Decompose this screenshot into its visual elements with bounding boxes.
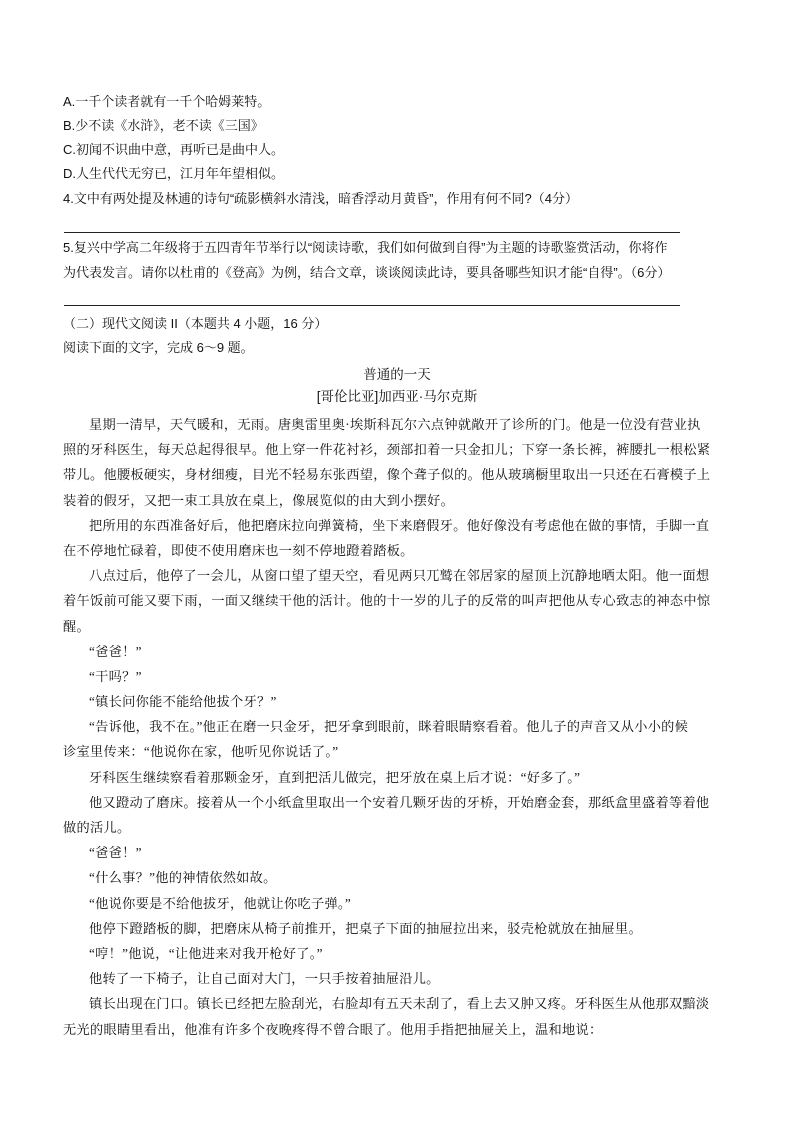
story-author: [哥伦比亚]加西亚·马尔克斯 bbox=[316, 389, 478, 404]
question-5-line-2: 为代表发言。请你以杜甫的《登高》为例，结合文章，谈谈阅读此诗，要具备哪些知识才能“自得”。（6分） bbox=[63, 265, 671, 280]
story-line: “什么事？”他的神情依然如故。 bbox=[89, 870, 277, 886]
answer-line-q4 bbox=[64, 232, 680, 233]
story-line: 他又蹬动了磨床。接着从一个小纸盒里取出一个安着几颗牙齿的牙桥，开始磨金套，那纸盒里盛着等着他 bbox=[89, 794, 710, 810]
story-line: 把所用的东西准备好后，他把磨床拉向弹簧椅，坐下来磨假牙。他好像没有考虑他在做的事情，手脚一直 bbox=[89, 517, 710, 533]
option-c: C.初闻不识曲中意，再听已是曲中人。 bbox=[63, 142, 285, 157]
story-line: 装着的假牙，又把一束工具放在桌上，像展览似的由大到小摆好。 bbox=[63, 492, 455, 508]
story-line: 诊室里传来：“他说你在家，他听见你说话了。” bbox=[63, 744, 339, 760]
story-line: 着午饭前可能又要下雨，一面又继续干他的活计。他的十一岁的儿子的反常的叫声把他从专心致志的神态中惊 bbox=[63, 593, 711, 609]
story-line: 八点过后，他停了一会儿，从窗口望了望天空，看见两只兀鹫在邻居家的屋顶上沉静地晒太阳。他一面想 bbox=[89, 568, 710, 584]
story-line: 照的牙科医生，每天总起得很早。他上穿一件花衬衫，颈部扣着一只金扣儿；下穿一条长裤，裤腰扎一根松紧 bbox=[63, 442, 711, 458]
story-line: 在不停地忙碌着，即使不使用磨床也一刻不停地蹬着踏板。 bbox=[63, 542, 414, 558]
section-heading: （二）现代文阅读 II（本题共 4 小题，16 分） bbox=[63, 316, 328, 331]
story-line: 做的活儿。 bbox=[63, 820, 131, 835]
story-line: “爸爸！” bbox=[89, 643, 142, 659]
answer-line-q5 bbox=[64, 305, 680, 306]
story-line: 他停下蹬踏板的脚，把磨床从椅子前推开，把桌子下面的抽屉拉出来，驳壳枪就放在抽屉里。 bbox=[89, 920, 642, 936]
story-line: “干吗？” bbox=[89, 668, 142, 684]
story-line: “他说你要是不给他拔牙，他就让你吃子弹。” bbox=[89, 895, 351, 911]
story-line: 无光的眼睛里看出，他准有许多个夜晚疼得不曾合眼了。他用手指把抽屉关上，温和地说： bbox=[63, 1021, 603, 1037]
story-line: “爸爸！” bbox=[89, 845, 142, 861]
story-line: 他转了一下椅子，让自己面对大门，一只手按着抽屉沿儿。 bbox=[89, 971, 440, 987]
reading-instruction: 阅读下面的文字，完成 6～9 题。 bbox=[63, 340, 254, 355]
story-line: 带儿。他腰板硬实，身材细瘦，目光不轻易东张西望，像个聋子似的。他从玻璃橱里取出一只还在石膏模子上 bbox=[63, 467, 711, 483]
story-line: 镇长出现在门口。镇长已经把左脸刮光，右脸却有五天未刮了，看上去又肿又疼。牙科医生从他那双黯淡 bbox=[89, 996, 710, 1012]
story-line: 醒。 bbox=[63, 618, 90, 634]
question-4: 4.文中有两处提及林逋的诗句“疏影横斜水清浅，暗香浮动月黄昏”，作用有何不同?（4分） bbox=[63, 191, 578, 206]
story-line: “告诉他，我不在。”他正在磨一只金牙，把牙拿到眼前，眯着眼睛察看着。他儿子的声音又从小小的候 bbox=[89, 719, 689, 735]
option-d: D.人生代代无穷已，江月年年望相似。 bbox=[63, 166, 285, 181]
option-a: A.一千个读者就有一千个哈姆莱特。 bbox=[63, 94, 271, 109]
story-line: “哼！”他说，“让他进来对我开枪好了。” bbox=[89, 945, 323, 961]
option-b: B.少不读《水浒》，老不读《三国》 bbox=[63, 118, 264, 133]
story-line: 牙科医生继续察看着那颗金牙，直到把活儿做完，把牙放在桌上后才说：“好多了。” bbox=[89, 769, 581, 785]
story-line: 星期一清早，天气暖和，无雨。唐奥雷里奥·埃斯科瓦尔六点钟就敞开了诊所的门。他是一位没有营业执 bbox=[89, 417, 701, 432]
story-body bbox=[63, 412, 728, 1042]
story-title: 普通的一天 bbox=[363, 367, 431, 382]
story-line: “镇长问你能不能给他拔个牙？” bbox=[89, 694, 277, 710]
question-5-line-1: 5.复兴中学高二年级将于五四青年节举行以“阅读诗歌，我们如何做到自得”为主题的诗歌鉴赏活动，你将作 bbox=[63, 240, 668, 255]
